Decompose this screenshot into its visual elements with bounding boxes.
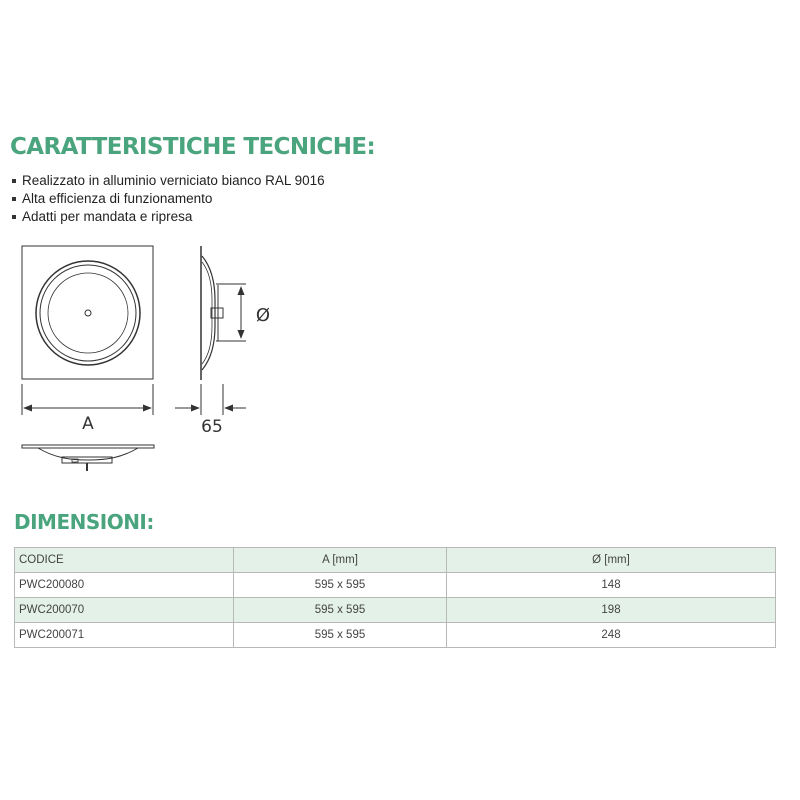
dimension-diameter-label: Ø [255, 305, 271, 326]
dimension-a-label: A [82, 414, 94, 434]
dimension-depth-label: 65 [201, 417, 223, 437]
feature-text: Alta efficienza di funzionamento [22, 191, 213, 206]
dimensions-table [14, 547, 776, 648]
dimensions-title: DIMENSIONI: [14, 510, 154, 534]
table-header-row [15, 548, 776, 573]
cell-a: 595 x 595 [234, 623, 447, 648]
cell-code: PWC200071 [15, 623, 234, 648]
table-row [15, 623, 776, 648]
bullet-icon [12, 179, 16, 183]
cell-diameter: 148 [447, 573, 776, 598]
feature-text: Realizzato in alluminio verniciato bianco RAL 9016 [22, 173, 325, 188]
header-diameter: Ø [mm] [447, 548, 776, 573]
table-row [15, 598, 776, 623]
cell-diameter: 198 [447, 598, 776, 623]
bullet-icon [12, 215, 16, 219]
header-a: A [mm] [234, 548, 447, 573]
cell-diameter: 248 [447, 623, 776, 648]
cell-a: 595 x 595 [234, 573, 447, 598]
bullet-icon [12, 197, 16, 201]
header-codice: CODICE [15, 548, 234, 573]
dimension-a [22, 384, 153, 415]
features-title: CARATTERISTICHE TECNICHE: [10, 134, 376, 160]
cell-code: PWC200070 [15, 598, 234, 623]
features-list [12, 172, 325, 226]
table-row [15, 573, 776, 598]
cell-code: PWC200080 [15, 573, 234, 598]
front-view [22, 246, 153, 379]
feature-item [12, 208, 325, 226]
feature-item [12, 172, 325, 190]
bottom-section-view [22, 445, 154, 471]
technical-drawing [0, 235, 300, 480]
feature-text: Adatti per mandata e ripresa [22, 209, 193, 224]
dimension-depth [175, 384, 246, 415]
cell-a: 595 x 595 [234, 598, 447, 623]
feature-item [12, 190, 325, 208]
side-view [201, 246, 246, 380]
